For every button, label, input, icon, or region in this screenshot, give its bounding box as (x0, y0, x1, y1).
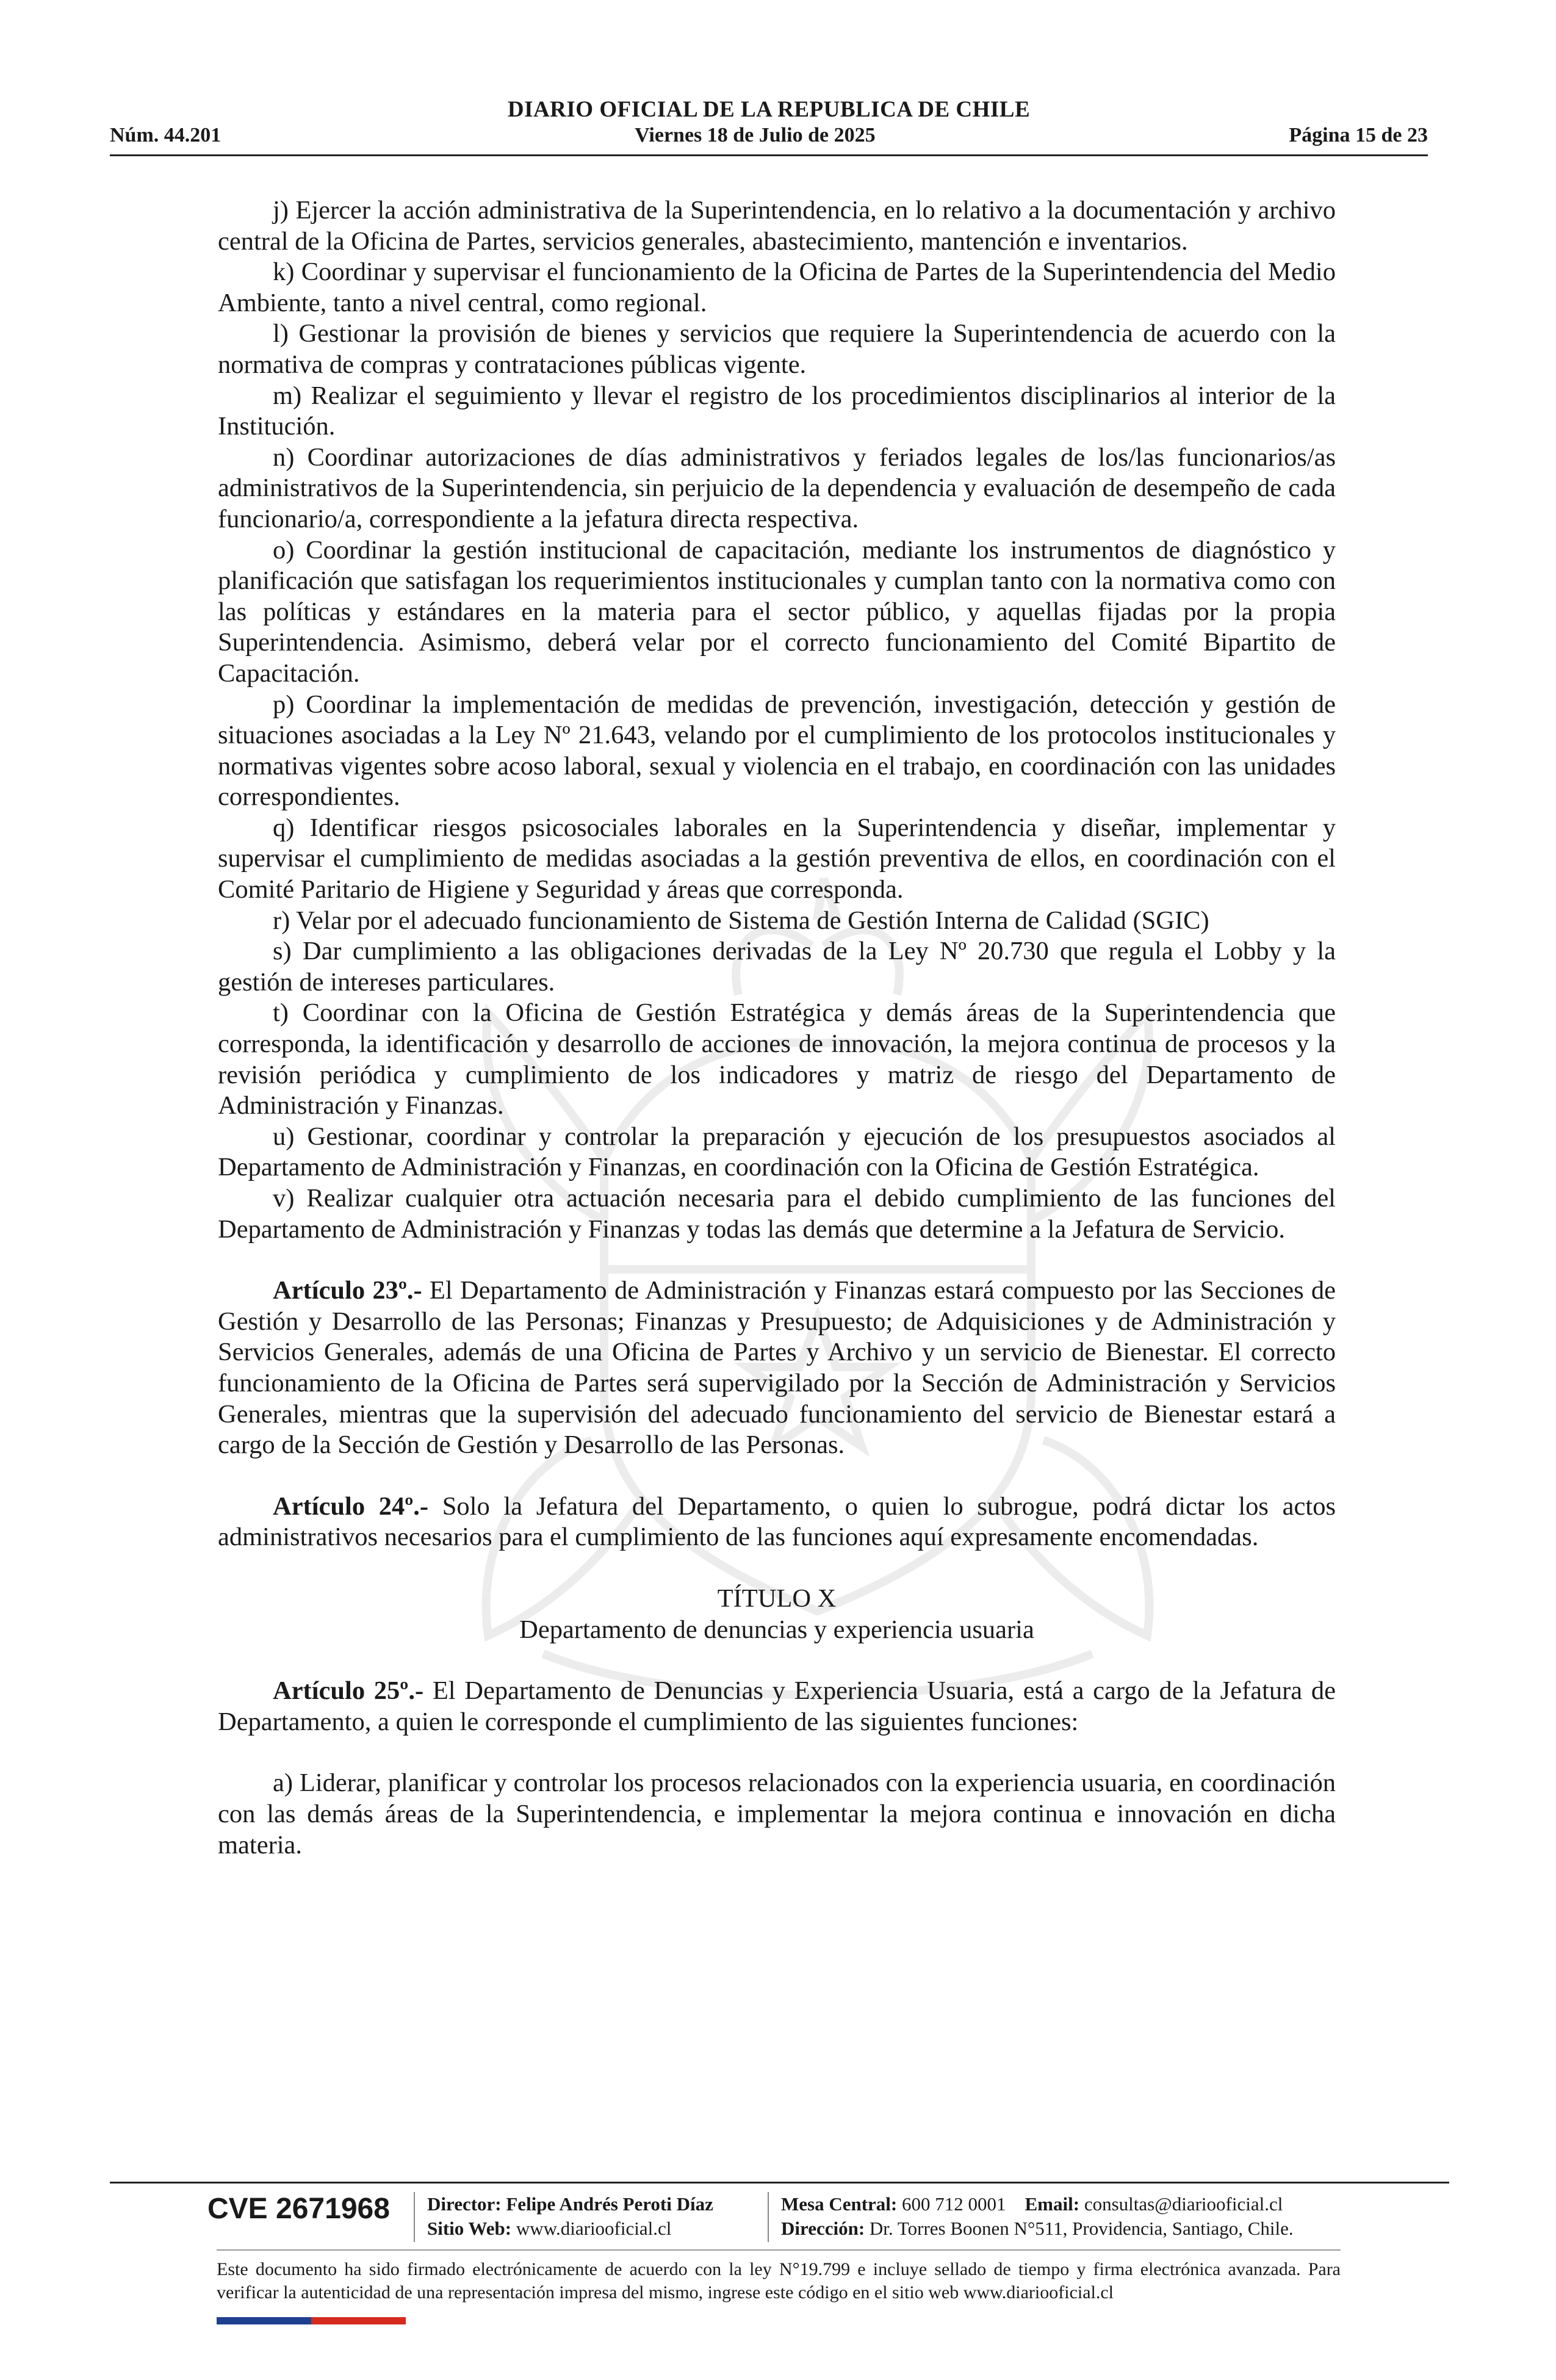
mesa-central-label: Mesa Central: (781, 2193, 898, 2215)
item-s: s) Dar cumplimiento a las obligaciones derivadas de la Ley Nº 20.730 que regula el Lobby y la gestión de intereses particulares. (218, 937, 1336, 997)
item-r: r) Velar por el adecuado funcionamiento de Sistema de Gestión Interna de Calidad (SGIC) (273, 906, 1209, 935)
footer-rule (110, 2182, 1449, 2183)
item-o: o) Coordinar la gestión institucional de capacitación, mediante los instrumentos de diagnóstico y planificación que satisfagan los requerimientos institucionales y cumplan tanto con la normativa como con las políticas y estándares en la materia para el sector público, y aquellas fijadas por la propia Superintendencia. Asimismo, deberá velar por el correcto funcionamiento del Comité Bipartito de Capacitación. (218, 535, 1336, 688)
item-u: u) Gestionar, coordinar y controlar la preparación y ejecución de los presupuestos asociados al Departamento de Administración y Finanzas, en coordinación con la Oficina de Gestión Estratégica. (218, 1122, 1336, 1182)
footer-separator (768, 2192, 769, 2242)
article-25-item-a: a) Liderar, planificar y controlar los procesos relacionados con la experiencia usuaria, en coordinación con las demás áreas de la Superintendencia, e implementar la mejora continua e innovación en dicha materia. (218, 1769, 1336, 1859)
header-rule (110, 154, 1428, 156)
flag-stripe-blue (217, 2317, 311, 2324)
article-23 (218, 1275, 1336, 1461)
director-name: Felipe Andrés Peroti Díaz (501, 2193, 713, 2215)
item-j: j) Ejercer la acción administrativa de la Superintendencia, en lo relativo a la documentación y archivo central de la Oficina de Partes, servicios generales, abastecimiento, mantención e inventarios. (218, 196, 1336, 256)
header-row (110, 124, 1428, 147)
flag-stripe-red (311, 2317, 406, 2324)
flag-stripe (217, 2317, 406, 2324)
footer-inner-rule (217, 2249, 1341, 2251)
article-24-heading: Artículo 24º.- (273, 1491, 429, 1521)
email-address[interactable]: consultas@diariooficial.cl (1079, 2193, 1283, 2215)
item-q: q) Identificar riesgos psicosociales laborales en la Superintendencia y diseñar, implementar y supervisar el cumplimiento de medidas asociadas a la gestión preventiva de ellos, en coordinación con el Comité Paritario de Higiene y Seguridad y áreas que corresponda. (218, 813, 1336, 904)
website-link[interactable]: www.diariooficial.cl (511, 2218, 672, 2239)
article-25-text: El Departamento de Denuncias y Experiencia Usuaria, está a cargo de la Jefatura de Departamento, a quien le corresponde el cumplimiento de las siguientes funciones: (218, 1676, 1336, 1736)
item-m: m) Realizar el seguimiento y llevar el registro de los procedimientos disciplinarios al interior de la Institución. (218, 381, 1336, 441)
email-label: Email: (1025, 2193, 1080, 2215)
item-k: k) Coordinar y supervisar el funcionamiento de la Oficina de Partes de la Superintendencia del Medio Ambiente, tanto a nivel central, como regional. (218, 258, 1336, 317)
title-x-heading: TÍTULO X (717, 1584, 837, 1613)
item-p: p) Coordinar la implementación de medidas de prevención, investigación, detección y gestión de situaciones asociadas a la Ley Nº 21.643, velando por el cumplimiento de los protocolos institucionales y normativas vigentes sobre acoso laboral, sexual y violencia en el trabajo, en coordinación con las unidades correspondientes. (218, 690, 1336, 812)
footer-contact-block (781, 2192, 1294, 2241)
page-number: Página 15 de 23 (1289, 124, 1428, 146)
website-label: Sitio Web: (427, 2218, 512, 2239)
article-23-heading: Artículo 23º.- (273, 1276, 422, 1305)
article-25 (218, 1676, 1336, 1737)
issue-date: Viernes 18 de Julio de 2025 (635, 124, 876, 146)
address-label: Dirección: (781, 2218, 865, 2239)
footer-director-block (427, 2192, 713, 2241)
issue-number: Núm. 44.201 (110, 124, 222, 146)
address-value: Dr. Torres Boonen N°511, Providencia, Santiago, Chile. (865, 2218, 1294, 2239)
article-23-text: El Departamento de Administración y Finanzas estará compuesto por las Secciones de Gestión y Desarrollo de las Personas; Finanzas y Presupuesto; de Adquisiciones y de Administración y Servicios Generales, además de una Oficina de Partes y Archivo y un servicio de Bienestar. El correcto funcionamiento de la Oficina de Partes será supervigilado por la Sección de Administración y Servicios Generales, mientras que la supervisión del adecuado funcionamiento del servicio de Bienestar estará a cargo de la Sección de Gestión y Desarrollo de las Personas. (218, 1276, 1336, 1460)
director-label: Director: (427, 2193, 502, 2215)
article-25-heading: Artículo 25º.- (273, 1676, 424, 1706)
article-24 (218, 1491, 1336, 1553)
item-n: n) Coordinar autorizaciones de días administrativos y feriados legales de los/las funcionarios/as administrativos de la Superintendencia, sin perjuicio de la dependencia y evaluación de desempeño de cada funcionario/a, correspondiente a la jefatura directa respectiva. (218, 442, 1336, 533)
item-t: t) Coordinar con la Oficina de Gestión Estratégica y demás áreas de la Superintendencia que corresponda, la identificación y desarrollo de acciones de innovación, la mejora continua de procesos y la revisión periódica y cumplimiento de los indicadores y matriz de riesgo del Departamento de Administración y Finanzas. (218, 998, 1336, 1120)
legal-notice: Este documento ha sido firmado electrónicamente de acuerdo con la ley N°19.799 e incluye sellado de tiempo y firma electrónica avanzada. Para verificar la autenticidad de una representación impresa del mismo, ingrese este código en el sitio web www.diariooficial.cl (217, 2259, 1341, 2302)
document-body (218, 195, 1336, 1861)
journal-title: DIARIO OFICIAL DE LA REPUBLICA DE CHILE (507, 97, 1031, 122)
cve-code: CVE 2671968 (207, 2193, 390, 2225)
footer-separator (414, 2192, 415, 2242)
item-l: l) Gestionar la provisión de bienes y servicios que requiere la Superintendencia de acuerdo con la normativa de compras y contrataciones públicas vigente. (218, 319, 1336, 379)
page-header (110, 92, 1428, 159)
mesa-central-phone: 600 712 0001 (897, 2193, 1006, 2215)
title-x-subtitle: Departamento de denuncias y experiencia usuaria (519, 1615, 1034, 1644)
article-24-text: Solo la Jefatura del Departamento, o quien lo subrogue, podrá dictar los actos administrativos necesarios para el cumplimiento de las funciones aquí expresamente encomendadas. (218, 1491, 1336, 1552)
item-v: v) Realizar cualquier otra actuación necesaria para el debido cumplimiento de las funciones del Departamento de Administración y Finanzas y todas las demás que determine a la Jefatura de Servicio. (218, 1184, 1336, 1244)
